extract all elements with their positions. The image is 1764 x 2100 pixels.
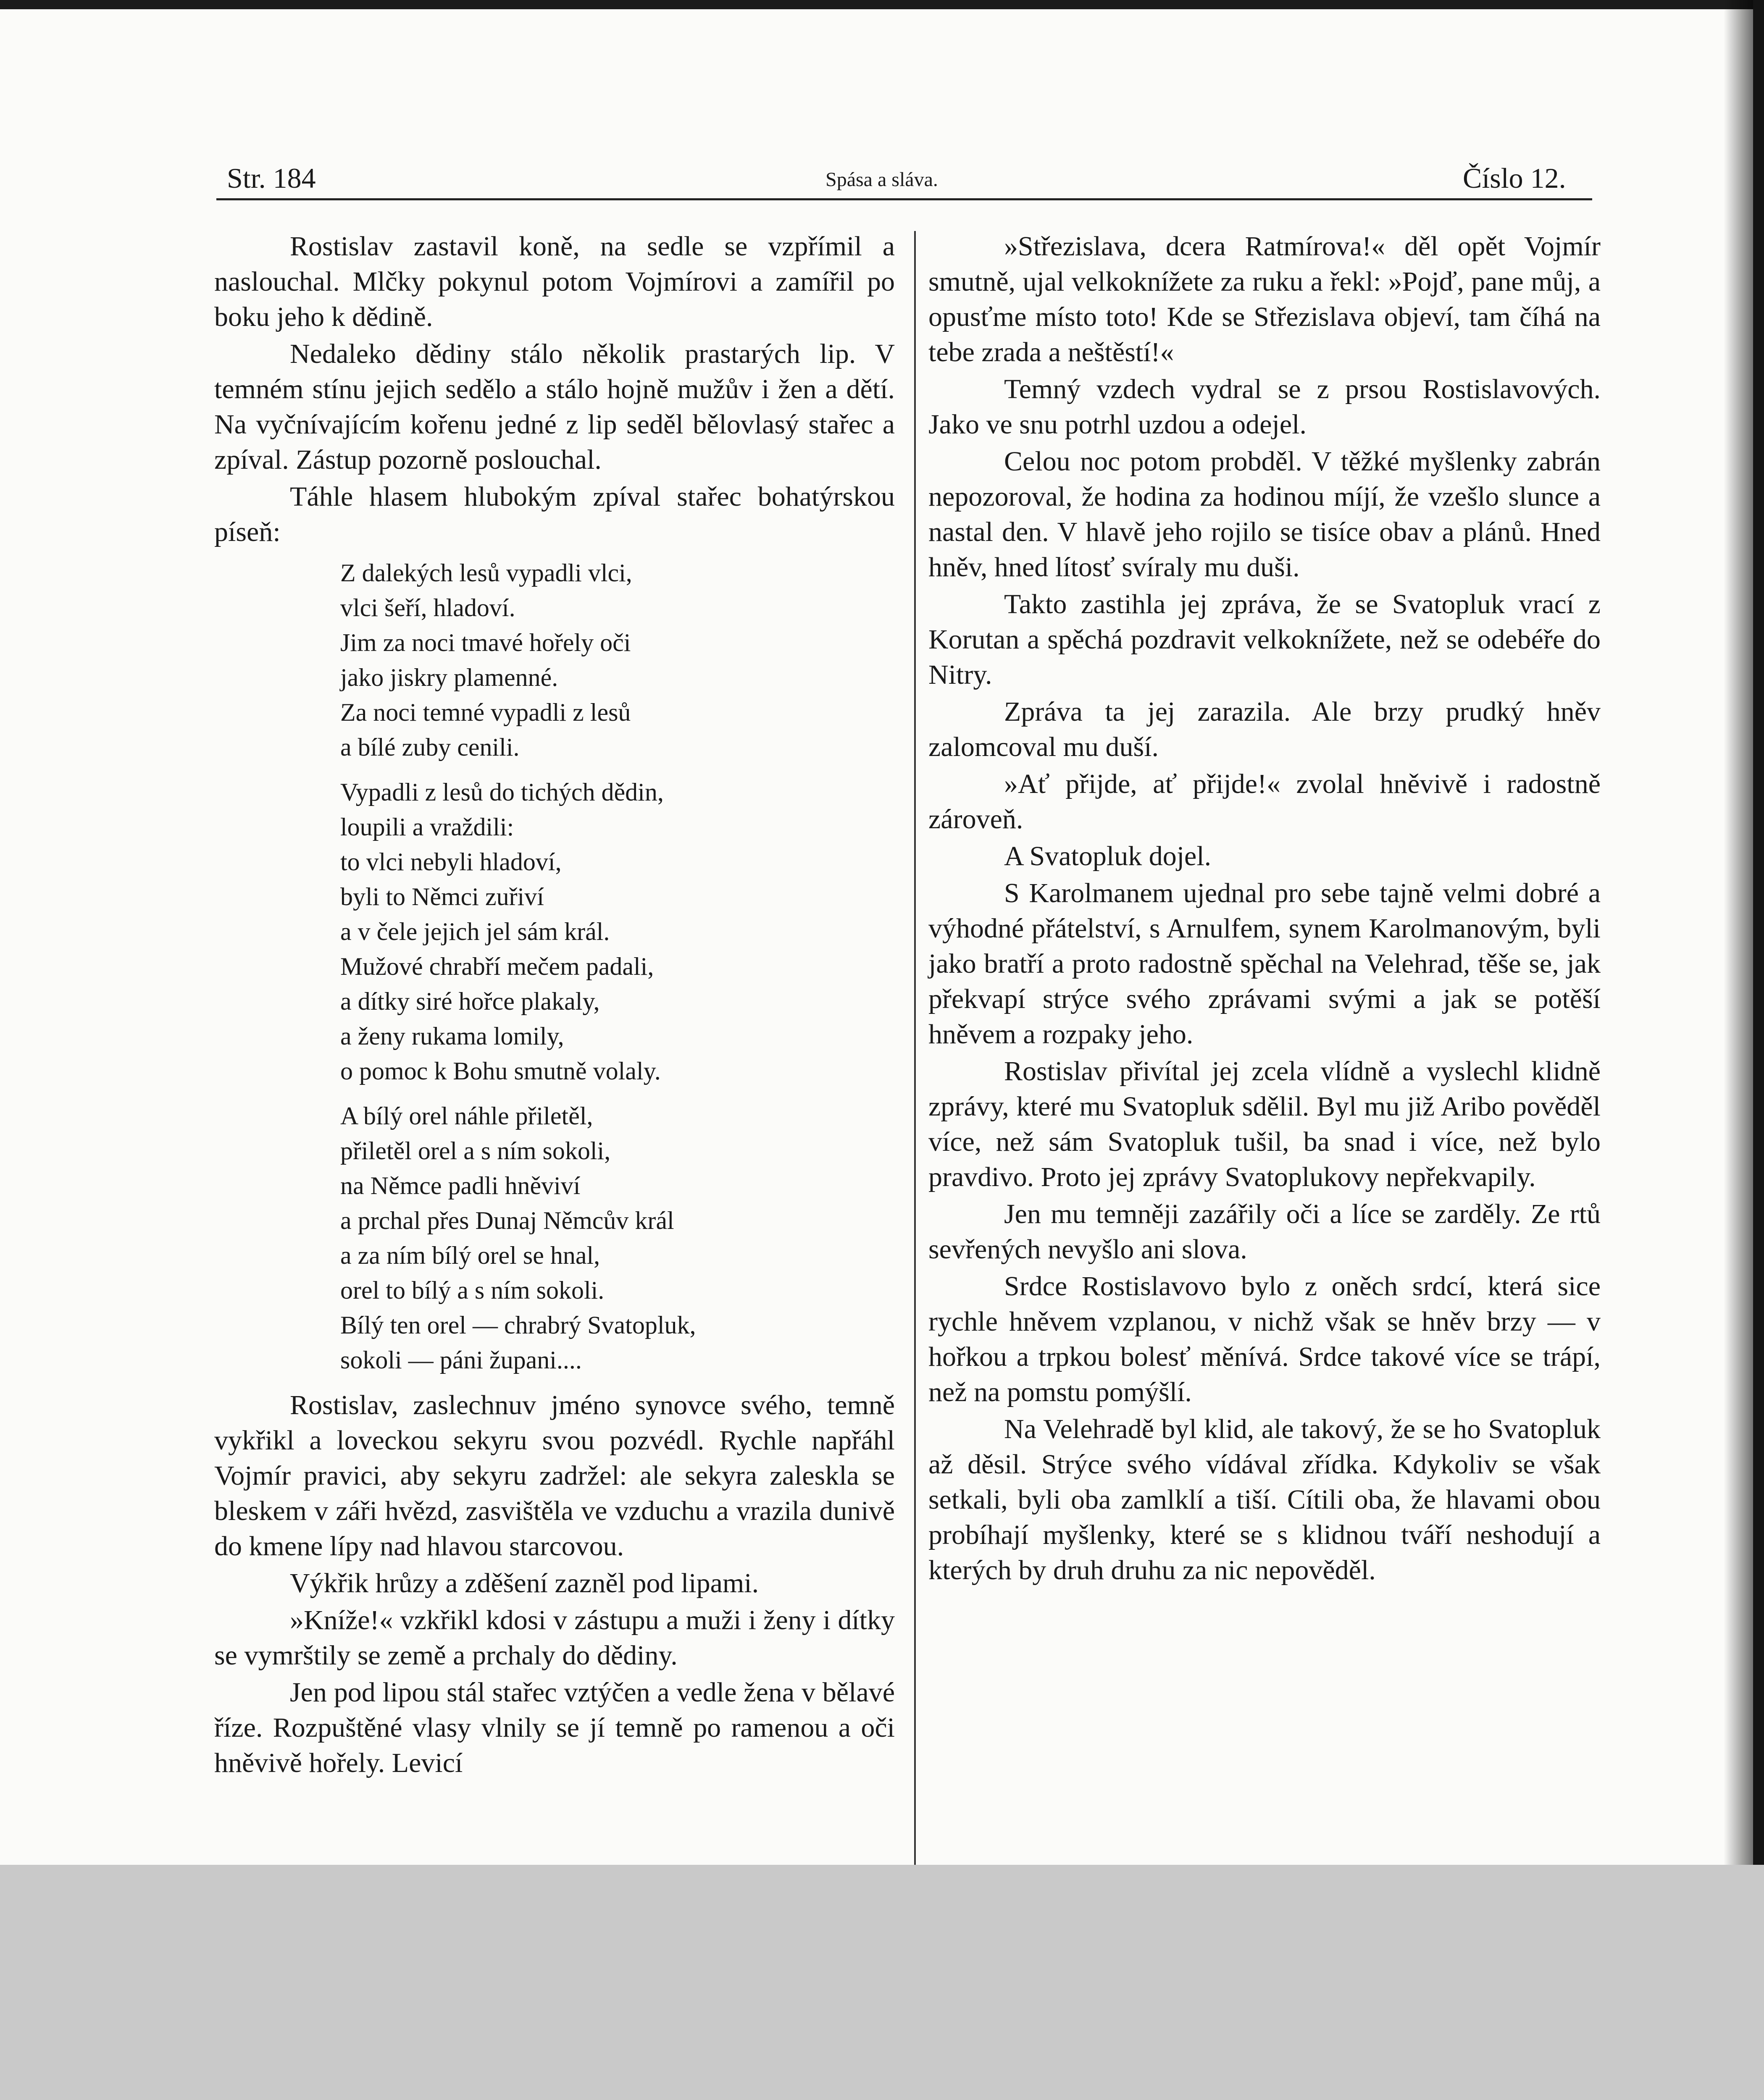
paragraph: Takto zastihla jej zpráva, že se Svatopluk vrací z Korutan a spěchá pozdravit velkoknížete, než se odebéře do Nitry. xyxy=(928,589,1601,690)
paragraph: »Ať přijde, ať přijde!« zvolal hněvivě i radostně zároveň. xyxy=(928,769,1601,835)
running-title: Spása a sláva. xyxy=(825,168,938,191)
paragraph: Srdce Rostislavovo bylo z oněch srdcí, která sice rychle hněvem vzplanou, v nichž však se hněv brzy — v hořkou a trpkou bolesť měnívá. Srdce takové více se trápí, než na pomstu pomýšlí. xyxy=(928,1271,1601,1407)
paragraph: »Střezislava, dcera Ratmírova!« děl opět Vojmír smutně, ujal velkoknížete za ruku a řekl: »Pojď, pane můj, a opusťme místo toto! Kde se Střezislava objeví, tam číhá na tebe zrada a neštěstí!« xyxy=(928,231,1601,368)
scan-right-border xyxy=(1753,0,1764,1865)
poem-line: orel to bílý a s ním sokoli. xyxy=(340,1276,605,1304)
poem-line: A bílý orel náhle přiletěl, xyxy=(340,1102,593,1130)
poem-line: a prchal přes Dunaj Němcův král xyxy=(340,1207,674,1234)
scan-right-shadow xyxy=(1724,0,1753,1865)
poem-line: Jim za noci tmavé hořely oči xyxy=(340,629,631,656)
poem-line: a v čele jejich jel sám král. xyxy=(340,918,610,945)
poem-line: vlci šeří, hladoví. xyxy=(340,594,515,622)
issue-number: Číslo 12. xyxy=(1463,162,1566,194)
poem-line: Mužové chrabří mečem padali, xyxy=(340,953,654,980)
right-column xyxy=(928,229,1601,1590)
poem-line: přiletěl orel a s ním sokoli, xyxy=(340,1137,611,1165)
poem-line: Za noci temné vypadli z lesů xyxy=(340,698,631,726)
poem-line: na Němce padli hněviví xyxy=(340,1172,581,1200)
poem-line: byli to Němci zuřiví xyxy=(340,883,544,911)
poem-line: Bílý ten orel — chrabrý Svatopluk, xyxy=(340,1311,696,1339)
page-number: Str. 184 xyxy=(227,162,316,194)
paragraph: A Svatopluk dojel. xyxy=(1004,841,1212,872)
paragraph: S Karolmanem ujednal pro sebe tajně velmi dobré a výhodné přátelství, s Arnulfem, synem Karolmanovým, byli jako bratří a proto radostně spěchal na Velehrad, těše se, jak překvapí strýce svého zprávami svými a jak se potěší hněvem a rozpaky jeho. xyxy=(928,878,1601,1050)
poem-line: a dítky siré hořce plakaly, xyxy=(340,987,600,1015)
poem-line: Z dalekých lesů vypadli vlci, xyxy=(340,559,632,587)
poem-line: o pomoc k Bohu smutně volaly. xyxy=(340,1057,661,1085)
paragraph: Na Velehradě byl klid, ale takový, že se ho Svatopluk až děsil. Strýce svého vídával zřídka. Kdykoliv se však setkali, byli oba zamlklí a tiší. Cítili oba, že hlavami obou probíhají myšlenky, které se s klidnou tváří neshodují a kterých by druh druhu za nic nepověděl. xyxy=(928,1414,1601,1586)
paragraph: Táhle hlasem hlubokým zpíval stařec bohatýrskou píseň: xyxy=(214,481,895,547)
poem-line: sokoli — páni župani.... xyxy=(340,1346,582,1374)
poem xyxy=(340,556,895,1378)
poem-line: jako jiskry plamenné. xyxy=(340,664,558,691)
paragraph: Rostislav přivítal jej zcela vlídně a vyslechl klidně zprávy, které mu Svatopluk sdělil. Byl mu již Aribo pověděl více, než sám Svatopluk tušil, ba snad i více, než bylo pravdivo. Proto jej zprávy Svatoplukovy nepřekvapily. xyxy=(928,1056,1601,1192)
left-column xyxy=(214,229,895,1782)
poem-line: a za ním bílý orel se hnal, xyxy=(340,1242,600,1269)
poem-line: Vypadli z lesů do tichých dědin, xyxy=(340,778,664,806)
paragraph: Celou noc potom probděl. V těžké myšlenky zabrán nepozoroval, že hodina za hodinou míjí, že vzešlo slunce a nastal den. V hlavě jeho rojilo se tisíce obav a plánů. Hned hněv, hned lítosť svíraly mu duši. xyxy=(928,446,1601,583)
poem-line: to vlci nebyli hladoví, xyxy=(340,848,562,876)
poem-line: a bílé zuby cenili. xyxy=(340,733,520,761)
paragraph: Temný vzdech vydral se z prsou Rostislavových. Jako ve snu potrhl uzdou a odejel. xyxy=(928,374,1601,440)
paragraph: Rostislav zastavil koně, na sedle se vzpřímil a naslouchal. Mlčky pokynul potom Vojmírovi a zamířil po boku jeho k dědině. xyxy=(214,231,895,332)
poem-stanza xyxy=(340,775,895,1089)
scan-top-border xyxy=(0,0,1764,9)
paragraph: »Kníže!« vzkřikl kdosi v zástupu a muži i ženy i dítky se vymrštily se země a prchaly do dědiny. xyxy=(214,1605,895,1671)
paragraph: Výkřik hrůzy a zděšení zazněl pod lipami. xyxy=(290,1568,759,1599)
poem-stanza xyxy=(340,1099,895,1378)
paragraph: Zpráva ta jej zarazila. Ale brzy prudký hněv zalomcoval mu duší. xyxy=(928,696,1601,762)
paragraph: Rostislav, zaslechnuv jméno synovce svého, temně vykřikl a loveckou sekyru svou pozvédl. Rychle napřáhl Vojmír pravici, aby sekyru zadržel: ale sekyra zaleskla se bleskem v záři hvězd, zasvištěla ve vzduchu a vrazila dunivě do kmene lípy nad hlavou starcovou. xyxy=(214,1390,895,1562)
paragraph: Nedaleko dědiny stálo několik prastarých lip. V temném stínu jejich sedělo a stálo hojně mužův i žen a dětí. Na vyčnívajícím kořenu jedné z lip seděl bělovlasý stařec a zpíval. Zástup pozorně poslouchal. xyxy=(214,339,895,475)
poem-line: loupili a vraždili: xyxy=(340,813,514,841)
paragraph: Jen pod lipou stál stařec vztýčen a vedle žena v bělavé říze. Rozpuštěné vlasy vlnily se jí temně po ramenou a oči hněvivě hořely. Levicí xyxy=(214,1677,895,1778)
column-divider xyxy=(914,231,916,1865)
poem-line: a ženy rukama lomily, xyxy=(340,1022,564,1050)
paragraph: Jen mu temněji zazářily oči a líce se zarděly. Ze rtů sevřených nevyšlo ani slova. xyxy=(928,1199,1601,1265)
header-rule xyxy=(216,198,1592,200)
poem-stanza xyxy=(340,556,895,765)
